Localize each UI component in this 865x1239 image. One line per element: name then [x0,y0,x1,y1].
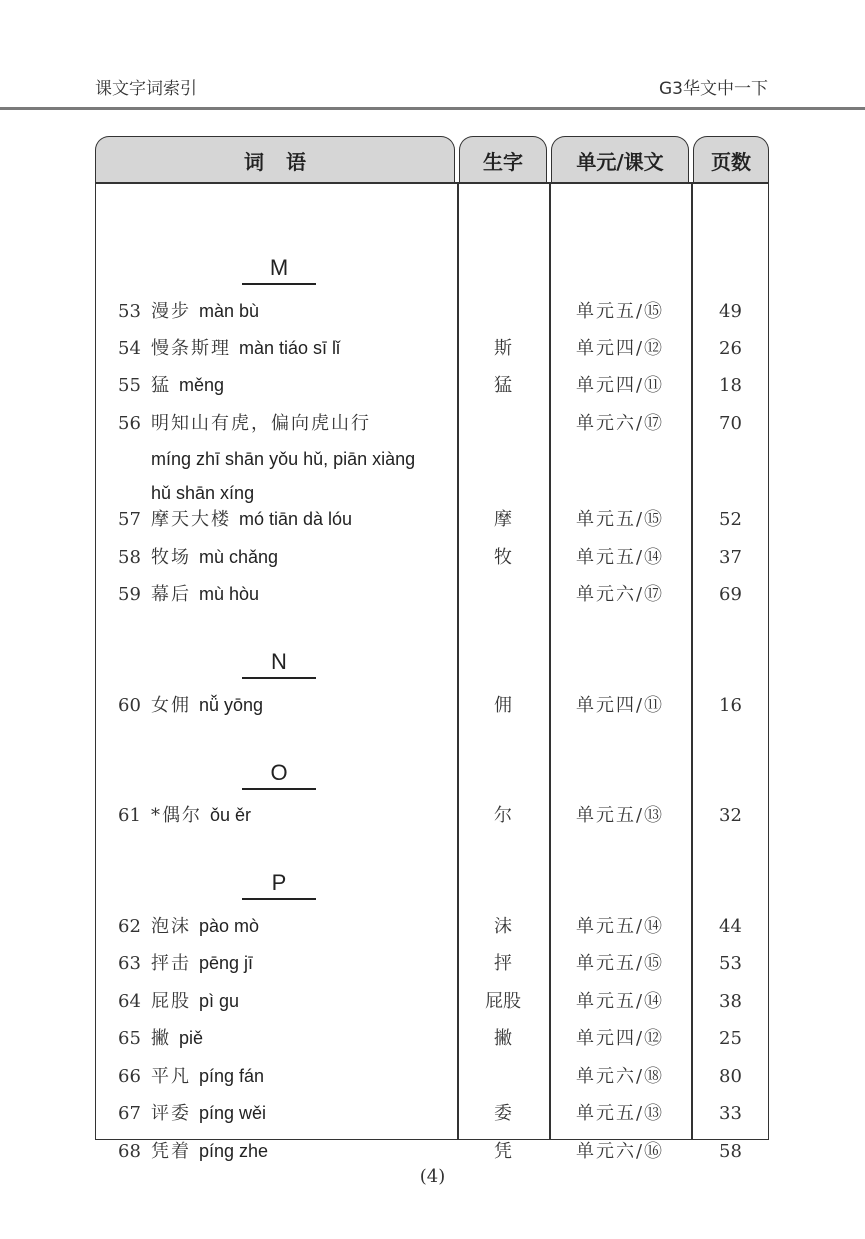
entry-pinyin: míng zhī shān yǒu hǔ, piān xiàng hǔ shān xíng [151,449,416,503]
entry-pinyin: ǒu ěr [210,805,252,825]
entry-unit-lesson: 单元六/⑰ [575,413,665,434]
entry-unit-lesson: 单元五/⑬ [575,805,665,826]
entry-pinyin: píng zhe [199,1141,269,1161]
entry-pinyin: mù chǎng [199,547,279,567]
entry-pinyin: màn tiáo sī lǐ [239,338,341,358]
entry-unit-lesson: 单元五/⑮ [575,301,665,322]
table-body [95,184,769,1162]
entry-unit-lesson: 单元四/⑫ [575,338,665,359]
entry-new-character: 佣 [494,695,512,716]
entry-new-character: 沫 [494,916,512,937]
entry-word: 撇 piě [151,1028,204,1049]
entry-page: 37 [719,547,742,568]
page-number: (4) [419,1166,446,1187]
entry-number: 58 [118,547,141,568]
table-header [95,136,769,184]
entry-new-character: 委 [494,1103,512,1124]
entry-number: 54 [118,338,141,359]
entry-page: 44 [719,916,742,937]
entry-word: 凭着 píng zhe [151,1141,269,1162]
entry-page: 32 [719,805,742,826]
entry-word: 猛 měng [151,375,225,396]
column-header-unit-lesson: 单元/课文 [551,136,689,183]
entry-unit-lesson: 单元五/⑭ [575,991,665,1012]
entry-pinyin: màn bù [199,301,260,321]
entry-number: 67 [118,1103,141,1124]
column-header-page: 页数 [693,136,769,183]
entry-page: 33 [719,1103,742,1124]
entry-unit-lesson: 单元四/⑫ [575,1028,665,1049]
entry-pinyin: pēng jī [199,953,254,973]
entry-word: 慢条斯理 màn tiáo sī lǐ [151,338,341,359]
entry-page: 38 [719,991,742,1012]
entry-new-character: 斯 [494,338,512,359]
entry-unit-lesson: 单元四/⑪ [575,375,665,396]
column-header-new-characters: 生字 [459,136,547,183]
entry-number: 57 [118,509,141,530]
section-letter-n: N [242,648,316,679]
entry-new-character: 抨 [494,953,512,974]
entry-pinyin: měng [179,375,225,395]
entry-word: 评委 píng wěi [151,1103,267,1124]
section-letter-m: M [242,254,316,285]
entry-unit-lesson: 单元五/⑮ [575,509,665,530]
section-letter-o: O [242,759,316,790]
entry-number: 66 [118,1066,141,1087]
entry-new-character: 摩 [494,509,512,530]
entry-unit-lesson: 单元四/⑪ [575,695,665,716]
entry-word: 女佣 nǚ yōng [151,695,264,716]
entry-pinyin: pào mò [199,916,260,936]
entry-pinyin: piě [179,1028,204,1048]
entry-new-character: 撇 [494,1028,512,1049]
entry-word: 牧场 mù chǎng [151,547,279,568]
entry-pinyin: píng wěi [199,1103,267,1123]
entry-unit-lesson: 单元五/⑮ [575,953,665,974]
entry-word: 明知山有虎，偏向虎山行 [151,413,371,434]
entry-page: 16 [719,695,742,716]
entry-number: 65 [118,1028,141,1049]
entry-page: 80 [719,1066,742,1087]
entry-page: 70 [719,413,742,434]
entry-word: 摩天大楼 mó tiān dà lóu [151,509,353,530]
entry-number: 68 [118,1141,141,1162]
entry-word: 抨击 pēng jī [151,953,254,974]
entry-unit-lesson: 单元五/⑬ [575,1103,665,1124]
entry-unit-lesson: 单元六/⑰ [575,584,665,605]
entry-pinyin: mù hòu [199,584,260,604]
entry-word: 幕后 mù hòu [151,584,260,605]
entry-number: 53 [118,301,141,322]
entry-unit-lesson: 单元六/⑱ [575,1066,665,1087]
entry-page: 49 [719,301,742,322]
running-header [0,0,865,112]
vocabulary-index-table [95,136,769,1162]
entry-unit-lesson: 单元六/⑯ [575,1141,665,1162]
entry-word: 平凡 píng fán [151,1066,265,1087]
column-header-words: 词语 [95,136,455,183]
entry-pinyin: píng fán [199,1066,265,1086]
entry-word: 屁股 pì gu [151,991,240,1012]
entry-pinyin: pì gu [199,991,240,1011]
entry-new-character: 凭 [494,1141,512,1162]
entry-number: 64 [118,991,141,1012]
entry-new-character: 牧 [494,547,512,568]
entry-page: 69 [719,584,742,605]
entry-new-character: 猛 [494,375,512,396]
entry-unit-lesson: 单元五/⑭ [575,916,665,937]
entry-pinyin: nǚ yōng [199,695,264,715]
entry-page: 18 [719,375,742,396]
book-title: G3华文中一下 [659,79,768,99]
entry-pinyin: mó tiān dà lóu [239,509,353,529]
entry-number: 60 [118,695,141,716]
entry-number: 55 [118,375,141,396]
entry-unit-lesson: 单元五/⑭ [575,547,665,568]
entry-page: 26 [719,338,742,359]
entry-number: 62 [118,916,141,937]
entry-page: 25 [719,1028,742,1049]
entry-page: 52 [719,509,742,530]
table-row [96,405,770,516]
section-letter-p: P [242,869,316,900]
entry-new-character: 尔 [494,805,512,826]
entry-number: 56 [118,413,141,434]
entry-page: 53 [719,953,742,974]
entry-word: 漫步 màn bù [151,301,260,322]
entry-number: 59 [118,584,141,605]
entry-number: 63 [118,953,141,974]
entry-word: 泡沫 pào mò [151,916,260,937]
entry-word: *偶尔 ǒu ěr [151,805,252,826]
entry-number: 61 [118,805,141,826]
entry-new-character: 屁股 [485,991,521,1012]
header-divider [0,107,865,110]
section-title: 课文字词索引 [95,79,197,99]
entry-page: 58 [719,1141,742,1162]
